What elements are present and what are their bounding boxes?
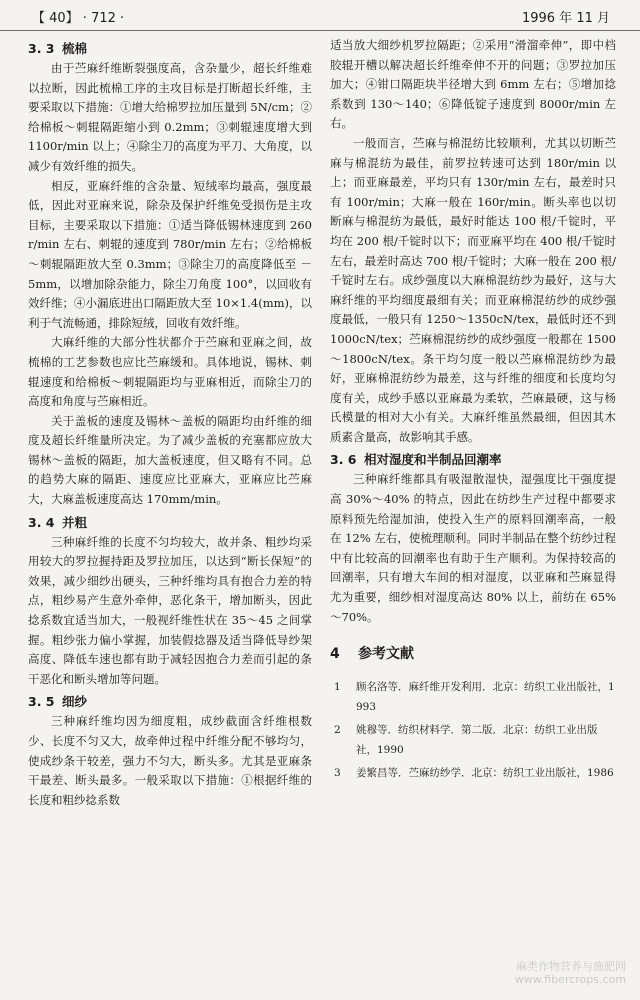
- reference-number: 1: [334, 681, 341, 694]
- watermark-url: www.fibercrops.com: [514, 973, 626, 986]
- issue-date: 1996 年 11 月: [521, 11, 610, 26]
- section-heading: [28, 513, 312, 532]
- section-number: 3. 4: [28, 514, 55, 530]
- paragraph: 三种麻纤维均因为细度粗，成纱截面含纤维根数少、长度不匀又大，故牵伸过程中纤维分配不够均匀，使成纱条干较差，强力不匀大，断头多。尤其是亚麻条干最差、断头最多。一般采取以下措施：①根据纤维的长度和粗纱捻系数: [28, 714, 312, 807]
- page-header: [0, 0, 640, 31]
- section-number: 3. 6: [330, 452, 357, 468]
- section-title: 细纱: [62, 694, 88, 710]
- paragraph: 关于盖板的速度及锡林～盖板的隔距均由纤维的细度及超长纤维量所决定。为了减少盖板的充塞都应放大锡林～盖板的隔距，加大盖板速度，但又略有不同。总的趋势大麻的隔距、速度应比亚麻大，亚麻应比苎麻大，大麻盖板速度高达 170mm/min。: [28, 413, 312, 507]
- watermark-text: 麻类作物营养与施肥网: [516, 960, 626, 973]
- reference-text: 顾名洛等．麻纤维开发利用．北京：纺织工业出版社，1993: [356, 681, 615, 714]
- reference-number: 3: [334, 767, 341, 780]
- site-watermark: [515, 960, 626, 986]
- section-title: 并粗: [62, 514, 88, 530]
- page-number: 【 40】 · 712 ·: [32, 11, 125, 26]
- reference-text: 姜繁昌等．苎麻纺纱学．北京：纺织工业出版社，1986: [356, 767, 614, 780]
- paragraph: 三种麻纤维的长度不匀均较大，故并条、粗纱均采用较大的罗拉握持距及罗拉加压，以达到“断长保短”的效果，减少细纱出硬头，三种纤维均具有抱合力差的特点，粗纱易产生意外牵伸，恶化条干，增加断头，因此捻系数宜适当加大，一般视纤维性状在 35～45 之间掌握。粗纱张力偏小掌握，加装假捻器及适当降低导纱架高度、降低车速也都有助于减轻因抱合力差而引起的条干恶化和断头增加等问题。: [28, 534, 312, 686]
- references-heading: [330, 643, 616, 663]
- paragraph: 一般而言，苎麻与棉混纺比较顺利，尤其以切断苎麻与棉混纺为最佳，前罗拉转速可达到 180r/min 以上；而亚麻最差，平均只有 130r/min 左右，最差时只有 100r/min；大麻一般在 160r/min。断头率也以切断麻与棉混纺为最低，最好时能达 100 根/千锭时，平均在 200 根/千锭时以下；而亚麻平均在 400 根/千锭时左右，最差时高达 700 根/千锭时；大麻一般在 200 根/千锭时左右。成纱强度以大麻棉混纺纱为最好，这与大麻纤维的平均细度最细有关；而亚麻棉混纺纱的成纱强度最低，一般只有 1250～1350cN/tex，最低时还不到 1000cN/tex；苎麻棉混纺纱的成纱强度一般都在 1500～1800cN/tex。条干均匀度一般以苎麻棉混纺纱为最好，亚麻棉混纺纱为最差，这与纤维的细度和长度均匀度有关，成纱手感以亚麻最为柔软，苎麻最硬，这与杨氏模量的相对大小有关。大麻纤维虽然最细，但因其木质素含量高，故影响其手感。: [330, 135, 616, 444]
- section-number: 4: [330, 646, 340, 663]
- section-title: 相对湿度和半制品回潮率: [364, 452, 502, 468]
- section-heading: [28, 692, 312, 711]
- paragraph: 三种麻纤维都具有吸湿散湿快，湿强度比干强度提高 30%～40% 的特点，因此在纺纱生产过程中都要求原料预先给湿加油，使投入生产的原料回潮率高，一般在 12% 左右，使梳理顺利。同时半制品在整个纺纱过程中有比较高的回潮率也有助于生产顺利。为保持较高的回潮率，只有增大车间的相对湿度，以亚麻和苎麻显得尤为重要，细纱相对湿度高达 80% 以上，前纺在 65%～70%。: [330, 472, 616, 624]
- reference-text: 姚穆等．纺织材料学．第二版．北京：纺织工业出版社，1990: [356, 724, 598, 757]
- reference-item: [330, 677, 616, 717]
- paragraph: 相反，亚麻纤维的含杂量、短绒率均最高，强度最低，因此对亚麻来说，除杂及保护纤维免受损伤是主攻目标，主要采取以下措施：①适当降低锡林速度到 260r/min 左右、刺辊的速度到 780r/min 左右；②给棉板～刺辊隔距放大至 0.3mm；③除尘刀的高度降低至 －5mm，以增加除杂能力，除尘刀角度 100°，以回收有效纤维；④小漏底进出口隔距放大至 10×1.4(mm)，以利于气流畅通，排除短绒，回收有效纤维。: [28, 178, 312, 330]
- reference-item: [330, 763, 616, 783]
- section-number: 3. 3: [28, 41, 55, 56]
- section-heading: [28, 39, 312, 58]
- section-heading: [330, 450, 616, 469]
- section-number: 3. 5: [28, 694, 55, 710]
- right-column: [330, 36, 616, 786]
- section-title: 梳棉: [62, 41, 88, 56]
- section-title: 参考文献: [358, 646, 414, 663]
- paragraph-continued: 适当放大细纱机罗拉隔距；②采用“滑溜牵伸”，即中档胶辊开槽以解决超长纤维牵伸不开的问题；③罗拉加压加大；④钳口隔距块半径增大到 6mm 左右；⑤增加捻系数到 130～140；⑥降低锭子速度到 8000r/min 左右。: [330, 38, 616, 131]
- left-column: [28, 36, 312, 810]
- reference-number: 2: [334, 724, 341, 737]
- paragraph: 大麻纤维的大部分性状都介于苎麻和亚麻之间，故梳棉的工艺参数也应比苎麻缓和。具体地说，锡林、刺辊速度和给棉板～刺辊隔距均与亚麻相近，而除尘刀的高度和角度与苎麻相近。: [28, 335, 312, 409]
- paragraph: 由于苎麻纤维断裂强度高，含杂量少，超长纤维难以拉断，因此梳棉工序的主攻目标是打断超长纤维，主要采取以下措施：①增大给棉罗拉加压量到 5N/cm；②给棉板～刺辊隔距缩小到 0.2mm；③刺辊速度增大到 1100r/min 以上；④除尘刀的高度为平刀、大角度，以减少有效纤维的损失。: [28, 61, 312, 173]
- reference-item: [330, 720, 616, 760]
